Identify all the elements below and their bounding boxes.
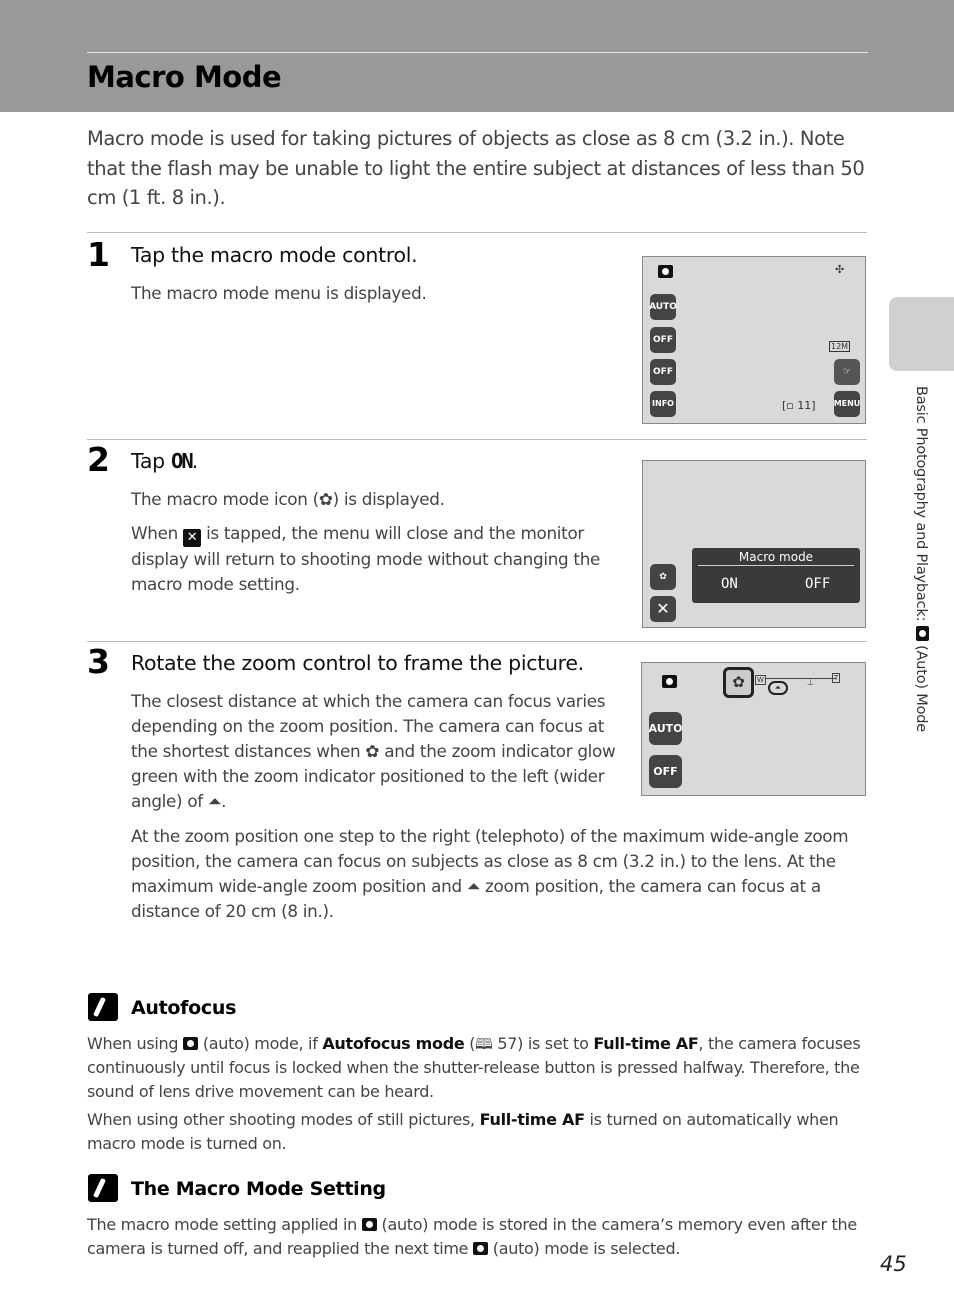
close-button[interactable]: ✕ [650,596,676,622]
step-title: Tap ON. [131,449,198,473]
macro-flower-icon: ✿ [318,489,333,509]
touch-shooting-button[interactable]: ☞ [834,359,860,385]
divider [87,641,867,642]
self-timer-off-button[interactable]: OFF [649,755,682,788]
zoom-w-label: W [757,676,764,684]
note-title: Autofocus [131,997,237,1019]
step-number: 2 [87,440,110,479]
camera-screen-3 [641,662,866,796]
step-body: At the zoom position one step to the right (telephoto) of the maximum wide-angle zoom position, the camera can focus on subjects as close as 8 cm (3.2 in.) to the lens. At the maximum wide-angle zoom position and ⏶ zoom position, the camera can focus at a distance of 20 cm (8 in.). [131,826,849,921]
page-header [0,0,954,112]
camera-icon [362,1218,377,1231]
step-body: The closest distance at which the camera can focus varies depending on the zoom position. The camera can focus at the shortest distances when ✿ and the zoom indicator glow green with the zoom indicator positioned to the left (wider angle) of ⏶. [131,691,616,811]
image-size-badge: 12M [831,342,849,351]
macro-flower-icon: ✿ [650,564,676,590]
divider [87,232,867,233]
camera-icon [658,265,673,278]
self-timer-off-button[interactable]: OFF [650,327,676,353]
flash-auto-button[interactable]: AUTO [650,294,676,320]
sparkle-icon: ✣ [835,263,845,276]
info-button[interactable]: INFO [650,391,676,417]
close-icon: ✕ [183,529,201,547]
note-body: The macro mode setting applied in (auto) mode is stored in the camera’s memory even after the camera is turned off, and reapplied the next time (auto) mode is selected. [87,1215,857,1258]
step-number: 1 [87,235,110,274]
camera-icon [662,675,677,688]
camera-screen-2 [642,460,866,628]
note-pencil-icon [88,993,118,1021]
step-body: The macro mode menu is displayed. [131,283,427,303]
menu-button[interactable]: MENU [834,391,860,417]
note-body: When using (auto) mode, if Autofocus mode (🕮 57) is set to Full-time AF, the camera focuses continuously until focus is locked when the shutter-release button is pressed halfway. Therefore, the sound of lens drive movement can be heard. When using other shooting modes of still pictures, Full-time AF is turned on automatically when macro mode is turned on. [87,1034,861,1153]
camera-icon [473,1242,488,1255]
zoom-tick-icon: ⊥ [807,678,814,687]
step-body: The macro mode icon (✿) is displayed. When ✕ is tapped, the menu will close and the monitor display will return to shooting mode without changing the macro mode setting. [131,489,601,594]
page-title: Macro Mode [87,60,282,94]
macro-off-button[interactable]: OFF [650,359,676,385]
zoom-marker-icon: ⏶ [466,876,480,896]
page-number: 45 [880,1252,907,1276]
camera-screen-1 [642,256,866,424]
on-glyph: ON [171,449,192,473]
step-number: 3 [87,642,110,681]
menu-rule [698,565,854,566]
step-title: Rotate the zoom control to frame the picture. [131,651,584,675]
menu-title: Macro mode [738,550,814,564]
flash-auto-button[interactable]: AUTO [649,712,682,745]
step-title: Tap the macro mode control. [131,243,418,267]
macro-on-option[interactable]: ON [721,576,738,592]
divider [87,439,867,440]
macro-off-option[interactable]: OFF [805,576,831,592]
book-icon: 🕮 [475,1035,493,1053]
note-title: The Macro Mode Setting [131,1178,386,1200]
zoom-bar [766,678,836,679]
header-rule [87,52,868,53]
camera-icon [916,626,929,641]
zoom-marker-icon: ⏶ [768,681,788,695]
macro-indicator-icon: ✿ [723,667,754,698]
exposure-counter: [▫ 11] [782,399,816,412]
note-pencil-icon [88,1174,118,1202]
zoom-t-label: T [834,674,839,682]
side-tab [889,297,954,371]
camera-icon [183,1037,198,1050]
macro-mode-menu [692,548,860,603]
intro-paragraph: Macro mode is used for taking pictures of objects as close as 8 cm (3.2 in.). Note that the flash may be unable to light the entire subject at distances of less than 50 cm (1 ft. 8 in.). [87,127,865,209]
macro-flower-icon: ✿ [365,741,380,761]
zoom-marker-icon: ⏶ [207,791,222,811]
side-chapter-label: Basic Photography and Playback: (Auto) Mode [913,386,929,732]
